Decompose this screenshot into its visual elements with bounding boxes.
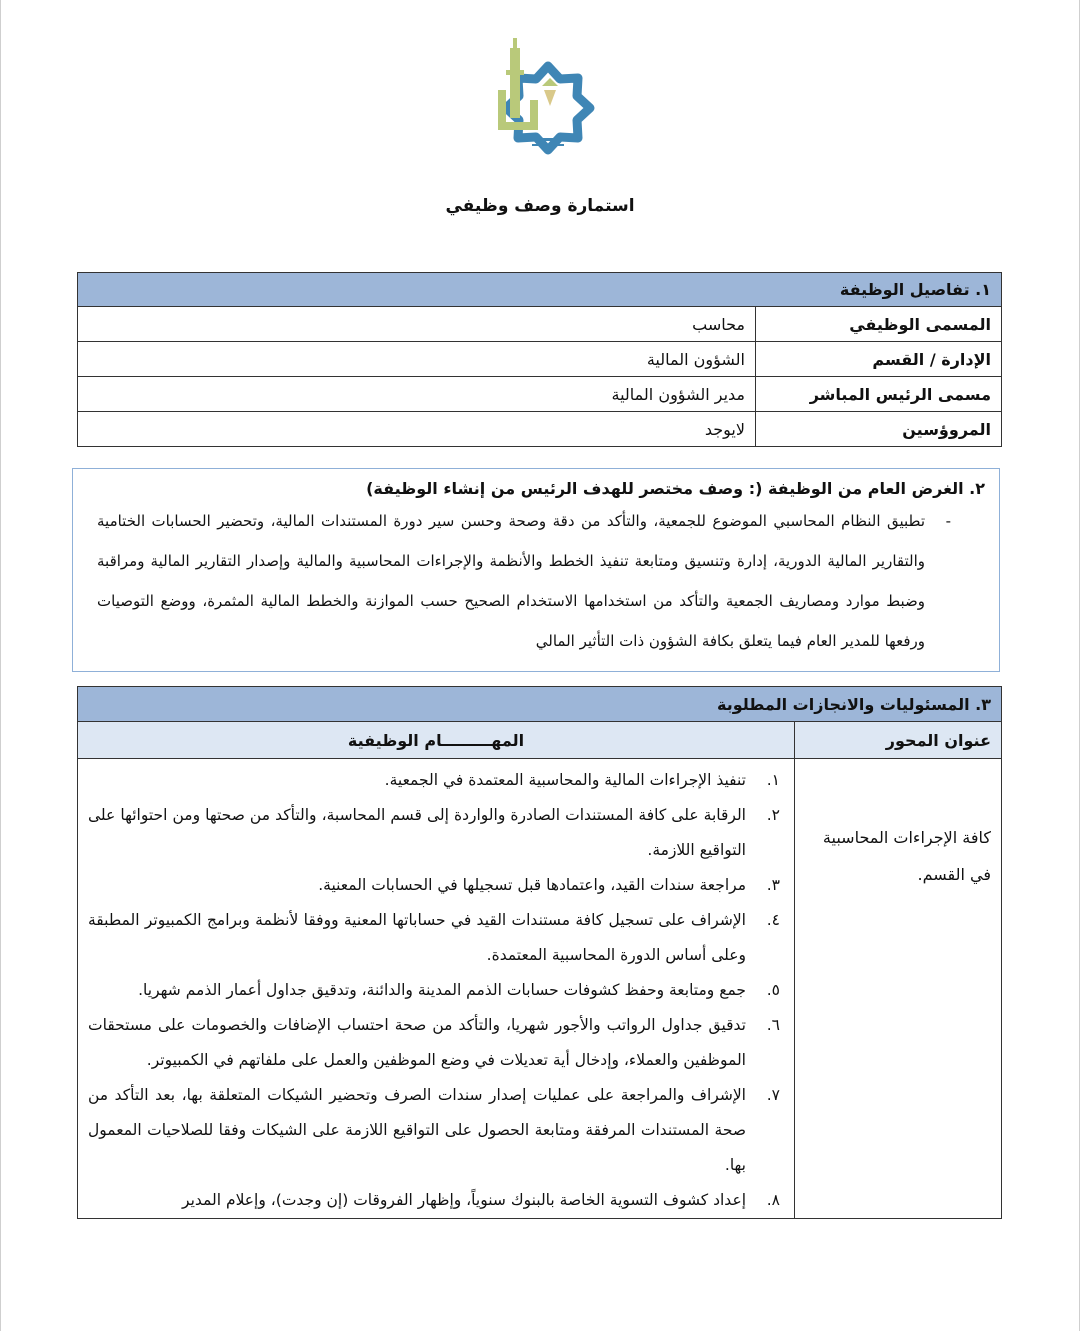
list-item — [88, 973, 786, 1008]
job-details-heading: ١. تفاصيل الوظيفة — [78, 273, 1002, 307]
supervisor-label: مسمى الرئيس المباشر — [756, 377, 1002, 412]
organization-logo-icon — [470, 30, 610, 170]
task-number: ٢. — [766, 806, 780, 824]
list-item — [88, 1008, 786, 1078]
organization-logo — [470, 30, 610, 170]
axis-column-header: عنوان المحور — [795, 722, 1002, 759]
table-row — [78, 307, 1002, 342]
list-item — [88, 1183, 786, 1218]
job-purpose-text — [87, 501, 985, 661]
job-title-value: محاسب — [78, 307, 756, 342]
tasks-cell — [78, 759, 795, 1219]
list-item — [88, 868, 786, 903]
table-row — [78, 412, 1002, 447]
subordinates-label: المروؤسين — [756, 412, 1002, 447]
department-label: الإدارة / القسم — [756, 342, 1002, 377]
table-row — [78, 377, 1002, 412]
list-item — [88, 798, 786, 868]
task-number: ٨. — [766, 1191, 780, 1209]
supervisor-value: مدير الشؤون المالية — [78, 377, 756, 412]
task-text: مراجعة سندات القيد، واعتمادها قبل تسجيلها في الحسابات المعنية. — [318, 876, 746, 894]
tasks-column-header: المهـــــــــام الوظيفية — [78, 722, 795, 759]
department-value: الشؤون المالية — [78, 342, 756, 377]
task-text: الإشراف على تسجيل كافة مستندات القيد في حساباتها المعنية ووفقا لأنظمة وبرامج الكمبيوتر المطبقة وعلى أساس الدورة المحاسبية المعتمدة. — [88, 911, 746, 964]
table-row — [78, 759, 1002, 1219]
job-purpose-box — [72, 468, 1000, 672]
page-title: استمارة وصف وظيفي — [445, 196, 635, 216]
responsibilities-table — [77, 686, 1002, 1219]
responsibilities-heading: ٣. المسئوليات والانجازات المطلوبة — [78, 687, 1002, 722]
task-text: الرقابة على كافة المستندات الصادرة والواردة إلى قسم المحاسبة، والتأكد من صحتها ومن احتوائها على التواقيع اللازمة. — [88, 806, 746, 859]
subordinates-value: لايوجد — [78, 412, 756, 447]
task-text: جمع ومتابعة وحفظ كشوفات حسابات الذمم المدينة والدائنة، وتدقيق جداول أعمار الذمم شهريا. — [138, 981, 746, 999]
bullet-dash: - — [945, 512, 951, 530]
axis-title: كافة الإجراءات المحاسبية في القسم. — [795, 759, 1002, 1219]
list-item — [88, 903, 786, 973]
table-row — [78, 342, 1002, 377]
list-item — [88, 1078, 786, 1183]
job-purpose-heading: ٢. الغرض العام من الوظيفة (: وصف مختصر للهدف الرئيس من إنشاء الوظيفة) — [366, 479, 985, 498]
task-number: ٦. — [766, 1016, 780, 1034]
task-list — [88, 763, 786, 1218]
task-text: تدقيق جداول الرواتب والأجور شهريا، والتأكد من صحة احتساب الإضافات والخصومات على مستحقات الموظفين والعملاء، وإدخال أية تعديلات في وضع الموظفين والعمل على ملفاتهم في الكمبيوتر. — [88, 1016, 746, 1069]
list-item — [88, 763, 786, 798]
task-number: ٧. — [766, 1086, 780, 1104]
task-number: ٥. — [766, 981, 780, 999]
task-text: إعداد كشوف التسوية الخاصة بالبنوك سنوياً، وإظهار الفروقات (إن وجدت)، وإعلام المدير — [182, 1191, 746, 1209]
job-purpose-body: تطبيق النظام المحاسبي الموضوع للجمعية، والتأكد من دقة وصحة وحسن سير دورة المستندات المالية، وتحضير الحسابات الختامية والتقارير المالية الدورية، إدارة وتنسيق ومتابعة تنفيذ الخطط والأنظمة والإجراءات المحاسبية والمالية وإصدار التقارير المالية ومراقبة وضبط موارد ومصاريف الجمعية والتأكد من استخدامها الاستخدام الصحيح حسب الموازنة والخطط المالية المثمرة، ووضع التوصيات ورفعها للمدير العام فيما يتعلق بكافة الشؤون ذات التأثير المالي — [97, 512, 925, 650]
task-text: الإشراف والمراجعة على عمليات إصدار سندات الصرف وتحضير الشيكات المتعلقة بها، بعد التأكد من صحة المستندات المرفقة ومتابعة الحصول على التواقيع اللازمة على الشيكات وفقا للصلاحيات المعمول بها. — [88, 1086, 746, 1174]
job-details-table — [77, 272, 1002, 447]
task-number: ٤. — [766, 911, 780, 929]
task-number: ٣. — [766, 876, 780, 894]
job-title-label: المسمى الوظيفي — [756, 307, 1002, 342]
task-text: تنفيذ الإجراءات المالية والمحاسبية المعتمدة في الجمعية. — [384, 771, 746, 789]
task-number: ١. — [766, 771, 780, 789]
